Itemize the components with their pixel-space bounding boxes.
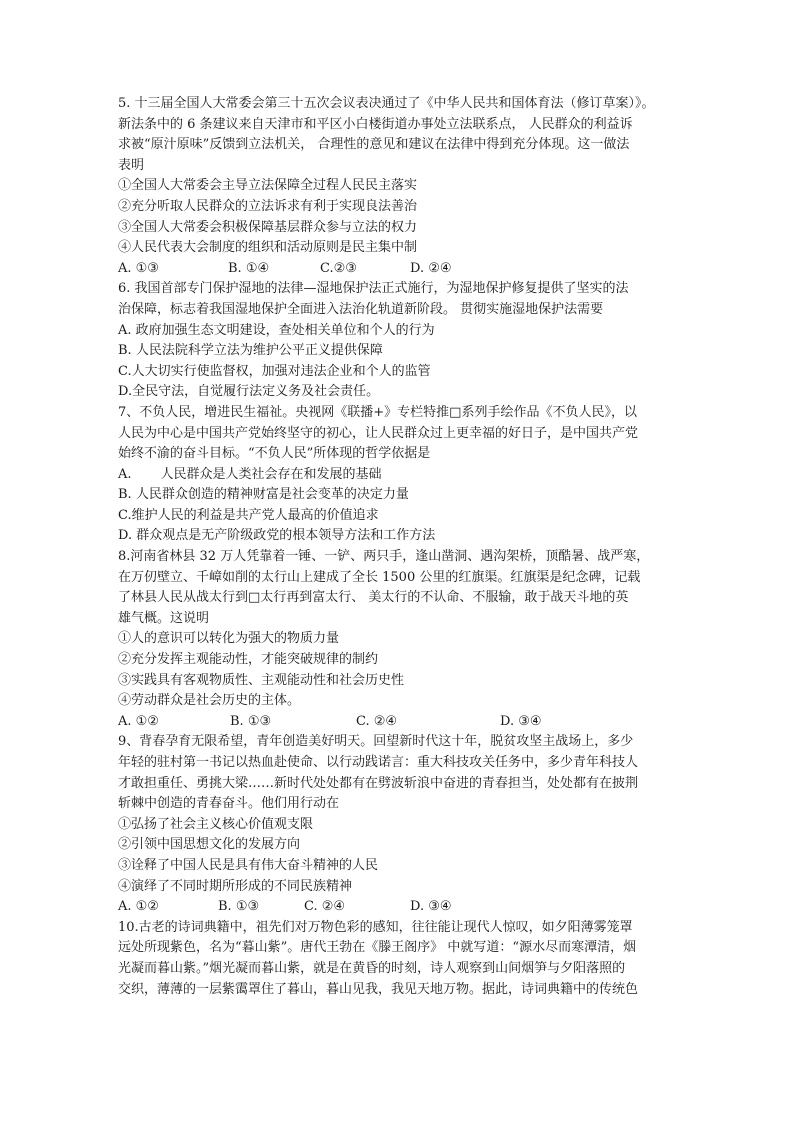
statement-item: ③实践具有客观物质性、主观能动性和社会历史性 <box>118 672 405 688</box>
option-b: B. ①④ <box>228 260 270 276</box>
statement-item: ①全国人大常委会主导立法保障全过程人民民主落实 <box>118 178 418 194</box>
question-stem-line: 远处所现紫色，名为“暮山紫”。唐代王勃在《滕王阁序》 中就写道：“源水尽而寒潭清，烟 <box>118 940 637 956</box>
choice-item: C.维护人民的利益是共产党人最高的价值追求 <box>118 507 379 523</box>
question-8 <box>118 547 678 732</box>
option-a: A. ①② <box>118 899 159 915</box>
question-stem-line: 6. 我国首部专门保护湿地的法律—湿地保护法正式施行，为湿地保护修复提供了坚实的法 <box>118 281 629 297</box>
statement-item: ④人民代表大会制度的组织和活动原则是民主集中制 <box>118 240 418 256</box>
statement-item: ③诠释了中国人民是具有伟大奋斗精神的人民 <box>118 857 379 873</box>
choice-item: D. 群众观点是无产阶级政党的根本领导方法和工作方法 <box>118 528 436 544</box>
question-stem-line: 始终不渝的奋斗目标。“不负人民”所体现的哲学依据是 <box>118 446 431 462</box>
choice-item: A. 政府加强生态文明建设，查处相关单位和个人的行为 <box>118 322 435 338</box>
option-a: A. ①③ <box>118 260 159 276</box>
answer-options <box>118 897 678 918</box>
statement-item: ③全国人大常委会积极保障基层群众参与立法的权力 <box>118 219 418 235</box>
question-stem-line: 治保障，标志着我国湿地保护全面进入法治化轨道新阶段。 贯彻实施湿地保护法需要 <box>118 301 604 317</box>
option-c: C. ②④ <box>304 899 346 915</box>
question-stem-line: 光凝而暮山紫。”烟光凝而暮山紫，就是在黄昏的时刻，诗人观察到山间烟笋与夕阳落照的 <box>118 960 626 976</box>
question-stem-line: 才敢担重任、勇挑大梁……新时代处处都有在劈波斩浪中奋进的青春担当，处处都有在披荆 <box>118 775 639 791</box>
question-stem-line: 表明 <box>118 157 145 173</box>
answer-options <box>118 712 678 733</box>
option-d: D. ③④ <box>410 899 452 915</box>
choice-item: D.全民守法，自觉履行法定义务及社会责任。 <box>118 384 380 400</box>
option-b: B. ①③ <box>230 713 272 729</box>
question-stem-line: 雄气概。这说明 <box>118 610 210 626</box>
statement-item: ①弘扬了社会主义核心价值观支限 <box>118 816 314 832</box>
statement-item: ②充分发挥主观能动性，才能突破规律的制约 <box>118 652 379 668</box>
statement-item: ①人的意识可以转化为强大的物质力量 <box>118 631 340 647</box>
question-stem-line: 8.河南省林县 32 万人凭靠着一锤、一铲、两只手，逢山凿洞、遇沟架桥，顶酷暑、战严寒， <box>118 549 650 565</box>
question-6 <box>118 279 678 403</box>
option-d: D. ③④ <box>500 713 542 729</box>
statement-item: ④演绎了不同时期所形成的不同民族精神 <box>118 878 353 894</box>
answer-options <box>118 259 678 280</box>
choice-item: B. 人民法院科学立法为维护公平正义提供保障 <box>118 343 383 359</box>
question-stem-line: 5. 十三届全国人大常委会第三十五次会议表决通过了《中华人民共和国体育法（修订草案）》。 <box>118 96 655 111</box>
statement-item: ②充分听取人民群众的立法诉求有利于实现良法善治 <box>118 198 418 214</box>
question-stem-line: 新法条中的 6 条建议来自天津市和平区小白楼街道办事处立法联系点， 人民群众的利益诉 <box>118 116 633 132</box>
question-stem-line: 人民为中心是中国共产党始终坚守的初心，让人民群众过上更幸福的好日子，是中国共产党 <box>118 425 639 441</box>
option-c: C.②③ <box>320 260 357 276</box>
question-stem-line: 10.古老的诗词典籍中，祖先们对万物色彩的感知，往往能让现代人惊叹，如夕阳薄雾笼罩 <box>118 919 633 935</box>
statement-item: ②引领中国思想文化的发展方向 <box>118 837 301 853</box>
question-stem-line: 年轻的驻村第一书记以热血赴使命、以行动践诺言：重大科技攻关任务中，多少青年科技人 <box>118 755 639 770</box>
exam-page <box>118 94 678 1000</box>
option-d: D. ②④ <box>410 260 452 276</box>
question-stem-line: 了林县人民从战太行到□太行再到富太行、 美太行的不认命、不服输，敢于战天斗地的英 <box>118 590 629 606</box>
question-stem-line: 斩棘中创造的青春奋斗。他们用行动在 <box>118 796 340 812</box>
question-9 <box>118 732 678 917</box>
choice-item: C.人大切实行使监督权，加强对违法企业和个人的监管 <box>118 363 431 379</box>
question-7 <box>118 403 678 547</box>
option-c: C. ②④ <box>356 713 398 729</box>
option-a: A. ①② <box>118 713 159 729</box>
choice-item: B. 人民群众创造的精神财富是社会变革的决定力量 <box>118 487 409 503</box>
question-5 <box>118 94 678 279</box>
question-stem-line: 7、不负人民，增进民生福祉。央视网《联播+》专栏特推□系列手绘作品《不负人民》，以 <box>118 404 637 420</box>
question-stem-line: 9、背春孕育无限希望，青年创造美好明天。回望新时代这十年，脱贫攻坚主战场上，多少 <box>118 734 634 750</box>
question-stem-line: 在万仞壁立、千嶂如削的太行山上建成了全长 1500 公里的红旗渠。红旗渠是纪念碑，记载 <box>118 569 641 585</box>
question-10 <box>118 918 678 1000</box>
option-b: B. ①③ <box>218 899 260 915</box>
question-stem-line: 交织，薄薄的一层紫霭罩住了暮山，暮山见我，我见天地万物。据此，诗词典籍中的传统色 <box>118 981 639 997</box>
choice-item: A. 人民群众是人类社会存在和发展的基础 <box>118 466 382 482</box>
statement-item: ④劳动群众是社会历史的主体。 <box>118 693 301 709</box>
question-stem-line: 求被“原汁原味”反馈到立法机关， 合理性的意见和建议在法律中得到充分体现。这一做法 <box>118 137 630 153</box>
